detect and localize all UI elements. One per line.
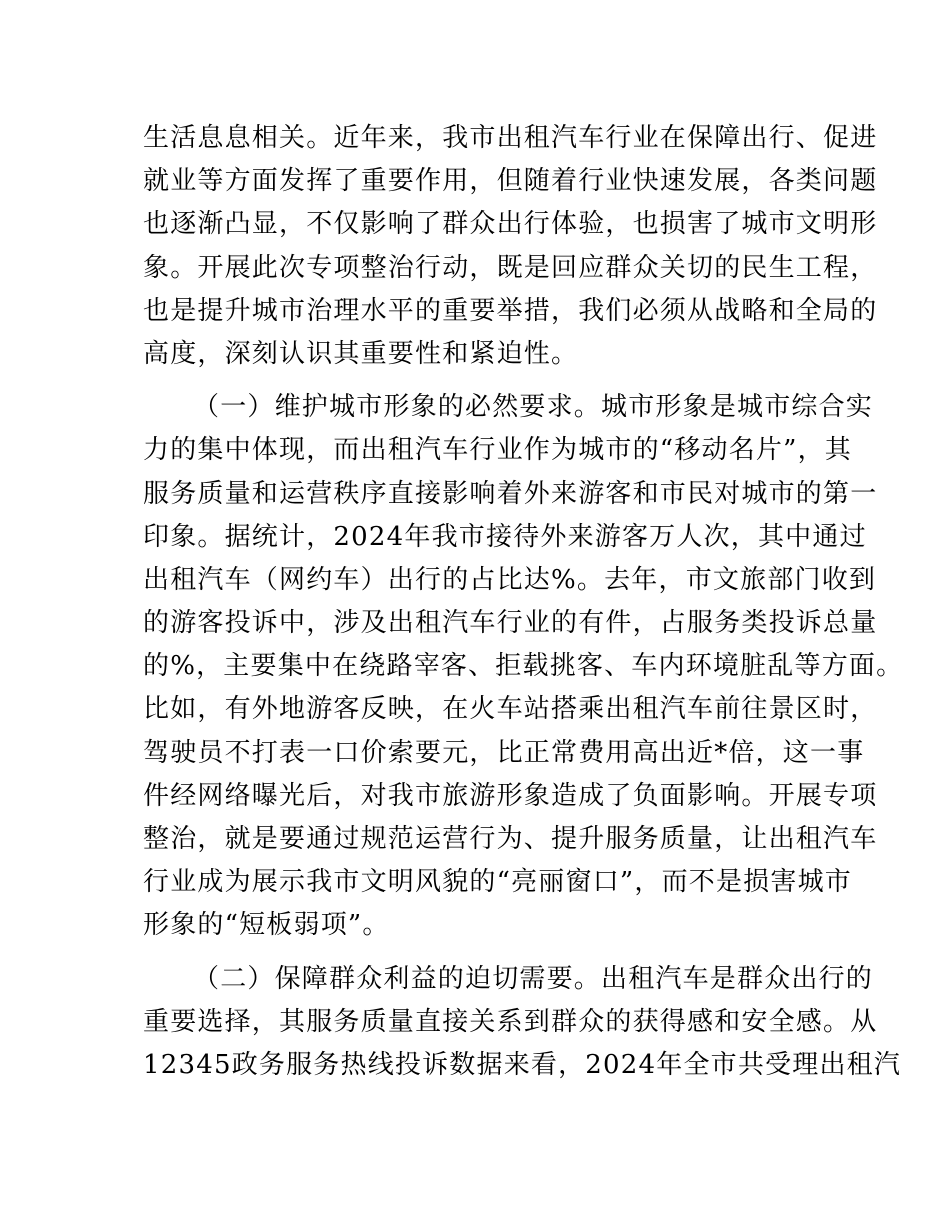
text-line: （二）保障群众利益的迫切需要。出租汽车是群众出行的 — [193, 963, 874, 994]
text-line: 象。开展此次专项整治行动，既是回应群众关切的民生工程， — [143, 252, 878, 283]
paragraph-public-interest — [143, 958, 902, 1088]
text-line: 生活息息相关。近年来，我市出租汽车行业在保障出行、促进 — [143, 123, 878, 153]
text-line: 驾驶员不打表一口价索要元，比正常费用高出近*倍，这一事 — [143, 737, 865, 768]
paragraph-gap — [143, 376, 828, 386]
text-line: 高度，深刻认识其重要性和紧迫性。 — [143, 338, 579, 369]
text-line: 重要选择，其服务质量直接关系到群众的获得感和安全感。从 — [143, 1006, 878, 1037]
text-line: 整治，就是要通过规范运营行为、提升服务质量，让出租汽车 — [143, 824, 878, 854]
text-line: 行业成为展示我市文明风貌的“亮丽窗口”，而不是损害城市 — [143, 867, 852, 898]
text-line: 的游客投诉中，涉及出租汽车行业的有件，占服务类投诉总量 — [143, 608, 878, 639]
document-page — [143, 117, 904, 1087]
text-line: （一）维护城市形象的必然要求。城市形象是城市综合实 — [193, 392, 874, 423]
text-line: 力的集中体现，而出租汽车行业作为城市的“移动名片”，其 — [143, 435, 852, 466]
text-line: 就业等方面发挥了重要作用，但随着行业快速发展，各类问题 — [143, 166, 878, 197]
text-line: 服务质量和运营秩序直接影响着外来游客和市民对城市的第一 — [143, 478, 878, 509]
text-line: 形象的“短板弱项”。 — [143, 910, 390, 941]
paragraph-intro — [143, 117, 878, 376]
text-line: 印象。据统计，2024年我市接待外来游客万人次，其中通过 — [143, 521, 867, 552]
text-line: 12345政务服务热线投诉数据来看，2024年全市共受理出租汽 — [143, 1049, 902, 1080]
text-line: 件经网络曝光后，对我市旅游形象造成了负面影响。开展专项 — [143, 780, 878, 811]
text-line: 也是提升城市治理水平的重要举措，我们必须从战略和全局的 — [143, 295, 878, 326]
text-line: 也逐渐凸显，不仅影响了群众出行体验，也损害了城市文明形 — [143, 209, 878, 240]
text-line: 出租汽车（网约车）出行的占比达%。去年，市文旅部门收到 — [143, 564, 877, 595]
paragraph-gap — [143, 948, 828, 958]
text-line: 比如，有外地游客反映，在火车站搭乘出租汽车前往景区时， — [143, 694, 878, 725]
text-line: 的%，主要集中在绕路宰客、拒载挑客、车内环境脏乱等方面。 — [143, 651, 904, 682]
paragraph-city-image — [143, 386, 904, 947]
